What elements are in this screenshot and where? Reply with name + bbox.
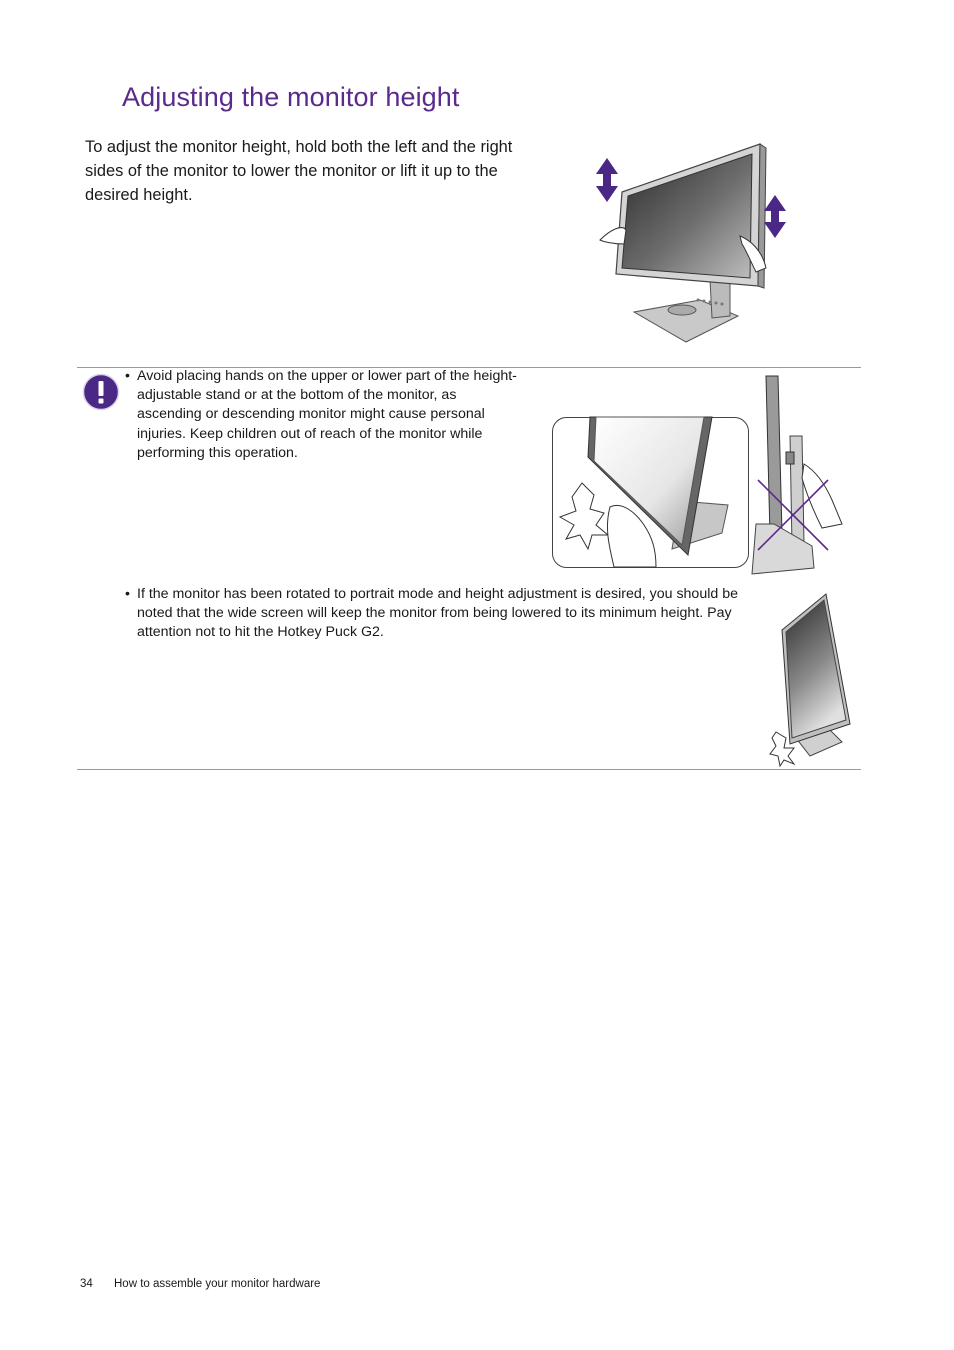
finger-pinch-warning-illustration <box>552 417 750 569</box>
bullet: • <box>125 368 130 384</box>
note-text: If the monitor has been rotated to portrait mode and height adjustment is desired, you should be noted that the wide screen will keep the monitor from being lowered to its minimum height. Pay attention not to hit the Hotkey Puck G2. <box>137 586 738 641</box>
footer-section-title: How to assemble your monitor hardware <box>114 1278 321 1290</box>
exclamation-circle-icon <box>82 373 120 411</box>
monitor-height-illustration <box>590 140 790 345</box>
portrait-monitor-illustration <box>770 592 854 764</box>
side-view-crossed-illustration <box>752 374 844 574</box>
page-title: Adjusting the monitor height <box>122 82 460 112</box>
bullet: • <box>125 586 130 602</box>
intro-paragraph: To adjust the monitor height, hold both the left and the right sides of the monitor to lower the monitor or lift it up to the desired height. <box>85 138 513 204</box>
note-item-1 <box>125 367 525 463</box>
section-divider-bottom <box>77 769 861 770</box>
note-item-2 <box>125 585 755 643</box>
page-number: 34 <box>80 1278 93 1290</box>
note-text: Avoid placing hands on the upper or lower part of the height-adjustable stand or at the bottom of the monitor, as ascending or descending monitor might cause personal injuries. Keep children out of reach of the monitor while performing this operation. <box>137 368 517 461</box>
